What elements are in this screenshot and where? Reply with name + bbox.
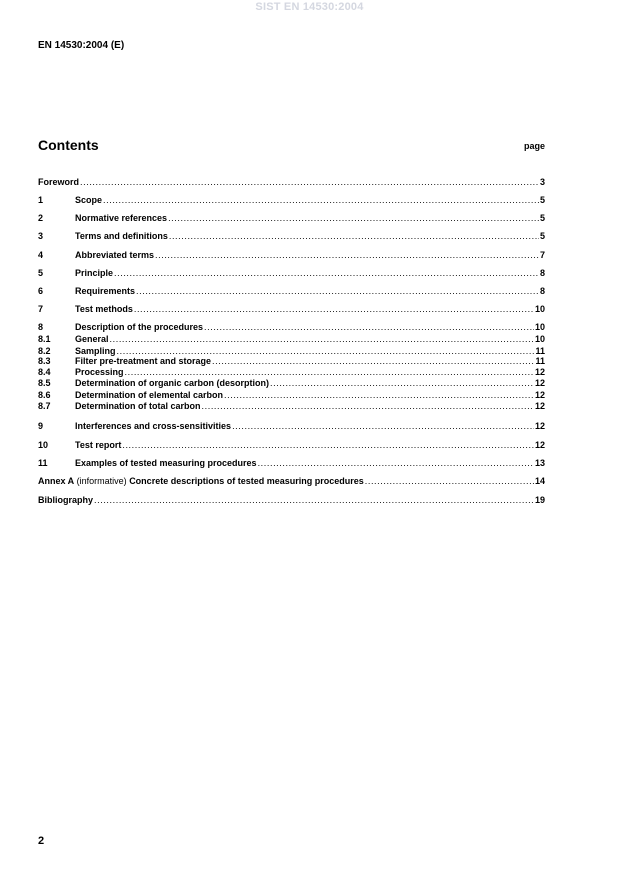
toc-entry-number: 7: [38, 304, 44, 314]
toc-entry-8-7[interactable]: [38, 400, 545, 412]
toc-entry-title: Requirements: [75, 286, 136, 296]
annex-note: (informative): [74, 476, 130, 486]
toc-entry-page: 8: [539, 268, 545, 278]
toc-leader: [232, 421, 534, 432]
document-id: EN 14530:2004 (E): [38, 40, 125, 51]
annex-title: Concrete descriptions of tested measuring procedures: [129, 476, 364, 486]
toc-leader: [168, 213, 539, 224]
toc-entry-title: [38, 476, 364, 487]
toc-entry-page: 12: [534, 421, 545, 431]
toc-entry-title: Terms and definitions: [75, 231, 168, 241]
toc-entry-page: 14: [534, 476, 545, 486]
toc-entry-8-5[interactable]: [38, 377, 545, 389]
toc-leader: [114, 268, 539, 279]
toc-entry-2[interactable]: [38, 212, 545, 224]
toc-entry-bibliography[interactable]: [38, 494, 545, 506]
toc-leader: [94, 495, 534, 506]
toc-entry-number: 8: [38, 322, 44, 332]
toc-leader: [169, 231, 539, 242]
toc-entry-page: 10: [534, 334, 545, 344]
toc-entry-page: 12: [534, 390, 545, 400]
toc-entry-6[interactable]: [38, 285, 545, 297]
toc-entry-title: Normative references: [75, 213, 168, 223]
toc-entry-page: 11: [535, 346, 545, 356]
toc-leader: [155, 250, 539, 261]
toc-entry-number: 4: [38, 250, 44, 260]
toc-entry-page: 3: [539, 177, 545, 187]
toc-entry-number: 2: [38, 213, 44, 223]
toc-entry-title: Examples of tested measuring procedures: [75, 458, 257, 468]
toc-entry-title: Foreword: [38, 177, 80, 187]
toc-entry-title: Bibliography: [38, 495, 94, 505]
toc-entry-title: Description of the procedures: [75, 322, 204, 332]
toc-entry-title: Abbreviated terms: [75, 250, 155, 260]
toc-entry-4[interactable]: [38, 249, 545, 261]
toc-leader: [80, 177, 539, 188]
toc-entry-foreword[interactable]: [38, 176, 545, 188]
toc-entry-page: 5: [539, 231, 545, 241]
toc-entry-title: Determination of elemental carbon: [75, 390, 224, 400]
toc-leader: [365, 476, 534, 487]
toc-entry-number: 5: [38, 268, 44, 278]
toc-entry-title: Determination of total carbon: [75, 401, 201, 411]
toc-entry-title: Test report: [75, 440, 122, 450]
toc-entry-page: 12: [534, 367, 545, 377]
toc-entry-number: 3: [38, 231, 44, 241]
toc-entry-number: 10: [38, 440, 49, 450]
toc-entry-page: 12: [534, 440, 545, 450]
toc-entry-number: 8.1: [38, 334, 51, 344]
page-number: 2: [38, 835, 45, 847]
toc-entry-title: Filter pre-treatment and storage: [75, 356, 212, 366]
toc-entry-10[interactable]: [38, 439, 545, 451]
toc-leader: [136, 286, 539, 297]
toc-entry-page: 12: [534, 378, 545, 388]
toc-entry-title: Processing: [75, 367, 124, 377]
toc-entry-number: 8.7: [38, 401, 51, 411]
toc-leader: [204, 322, 534, 333]
toc-entry-9[interactable]: [38, 420, 545, 432]
toc-leader: [103, 195, 539, 206]
toc-entry-number: 8.3: [38, 356, 51, 366]
toc-leader: [134, 304, 534, 315]
toc-entry-annex-a[interactable]: [38, 475, 545, 487]
toc-entry-8[interactable]: [38, 321, 545, 333]
toc-leader: [258, 458, 534, 469]
toc-entry-number: 8.2: [38, 346, 51, 356]
toc-leader: [270, 378, 534, 389]
toc-entry-page: 11: [535, 356, 545, 366]
contents-heading: Contents: [38, 137, 99, 153]
toc-entry-page: 5: [539, 213, 545, 223]
toc-entry-title: Determination of organic carbon (desorption): [75, 378, 270, 388]
toc-leader: [110, 334, 534, 345]
toc-entry-8-1[interactable]: [38, 333, 545, 345]
toc-entry-title: Interferences and cross-sensitivities: [75, 421, 232, 431]
toc-entry-number: 9: [38, 421, 44, 431]
toc-entry-number: 8.4: [38, 367, 51, 377]
toc-entry-3[interactable]: [38, 230, 545, 242]
toc-entry-page: 5: [539, 195, 545, 205]
toc-entry-title: Principle: [75, 268, 114, 278]
toc-entry-7[interactable]: [38, 303, 545, 315]
toc-entry-page: 10: [534, 322, 545, 332]
page-column-label: page: [523, 141, 545, 151]
toc-leader: [122, 440, 534, 451]
toc-entry-number: 6: [38, 286, 44, 296]
toc-entry-page: 7: [539, 250, 545, 260]
toc-entry-title: Scope: [75, 195, 103, 205]
toc-entry-title: Test methods: [75, 304, 133, 314]
toc-entry-page: 13: [534, 458, 545, 468]
watermark: SIST EN 14530:2004: [255, 1, 364, 13]
toc-entry-11[interactable]: [38, 457, 545, 469]
toc-entry-title: Sampling: [75, 346, 116, 356]
toc-entry-number: 8.6: [38, 390, 51, 400]
toc-entry-page: 10: [534, 304, 545, 314]
toc-leader: [202, 401, 534, 412]
toc-entry-page: 8: [539, 286, 545, 296]
toc-entry-title: General: [75, 334, 109, 344]
toc-entry-5[interactable]: [38, 267, 545, 279]
toc-entry-number: 11: [38, 458, 48, 468]
toc-entry-number: 8.5: [38, 378, 51, 388]
toc-entry-page: 19: [534, 495, 545, 505]
toc-entry-page: 12: [534, 401, 545, 411]
toc-entry-1[interactable]: [38, 194, 545, 206]
annex-label: Annex A: [38, 476, 75, 486]
toc-entry-number: 1: [38, 195, 44, 205]
